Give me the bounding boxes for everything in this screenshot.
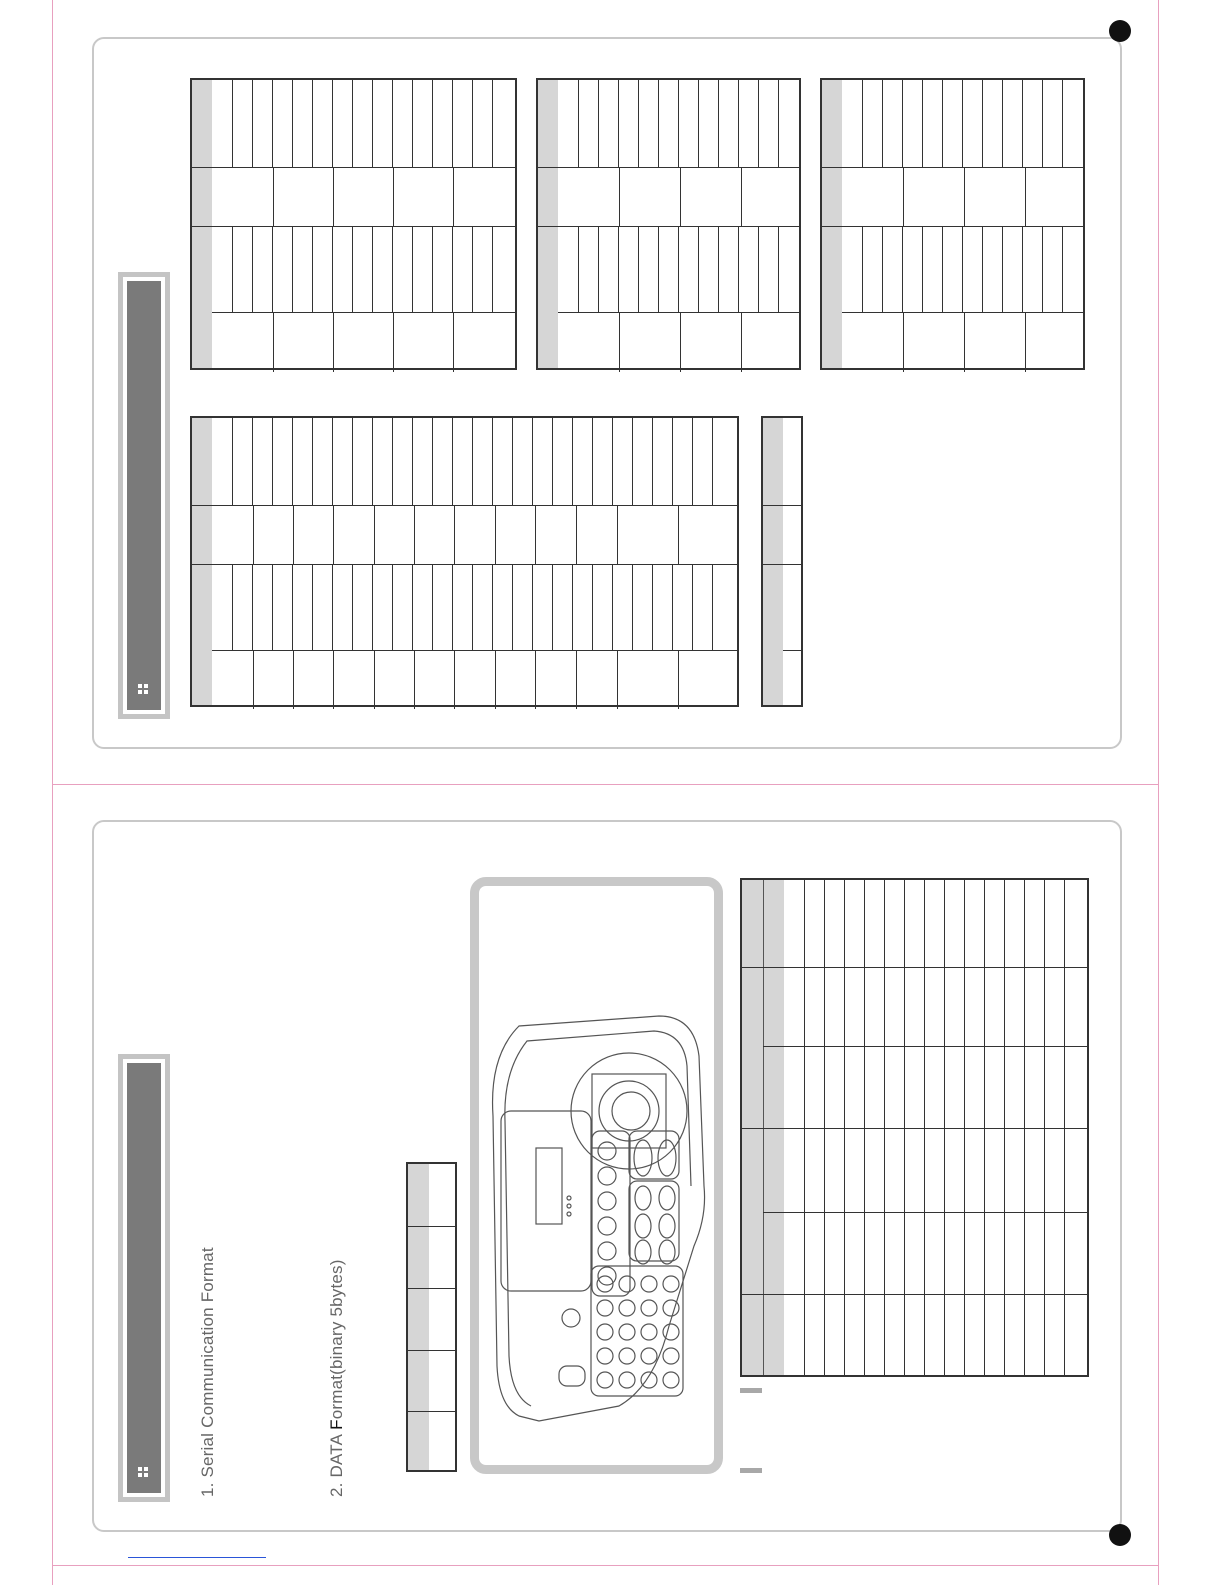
keyboard-figure-frame <box>470 877 723 1474</box>
top-sidebar-fill <box>127 281 161 710</box>
protocol-table-a <box>190 78 517 370</box>
table-header-column <box>192 418 212 705</box>
note-marker-1 <box>740 1388 762 1393</box>
trim-line-left <box>52 0 53 1585</box>
top-sidebar-grid-icon <box>138 684 148 694</box>
trim-line-bottom <box>52 1565 1158 1566</box>
top-sidebar-tab <box>118 272 170 719</box>
registration-mark-top <box>1109 20 1131 42</box>
section-heading-serial-format: 1. Serial Communication Format <box>198 1247 217 1497</box>
table-header-column <box>822 80 842 368</box>
protocol-table-b <box>536 78 801 370</box>
registration-mark-bottom <box>1109 1524 1131 1546</box>
protocol-table-c <box>820 78 1085 370</box>
table-header-column <box>538 80 558 368</box>
note-marker-2 <box>740 1468 762 1473</box>
footer-link-underline[interactable] <box>128 1557 266 1558</box>
trim-line-right <box>1158 0 1159 1585</box>
keyboard-controller-illustration <box>479 886 714 1465</box>
protocol-table-e <box>761 416 803 707</box>
data-format-table <box>406 1162 457 1472</box>
table-header-column <box>763 418 783 705</box>
protocol-table-d <box>190 416 739 707</box>
bottom-sidebar-grid-icon <box>138 1467 148 1477</box>
table-header-column <box>408 1164 429 1470</box>
trim-line-middle <box>52 784 1158 785</box>
section-heading-data-format: 2. DATA Format(binary 5bytes) <box>327 1259 346 1497</box>
bottom-sidebar-tab <box>118 1054 170 1502</box>
bottom-sidebar-fill <box>127 1063 161 1493</box>
table-header-column <box>192 80 212 368</box>
key-code-table <box>740 878 1089 1377</box>
